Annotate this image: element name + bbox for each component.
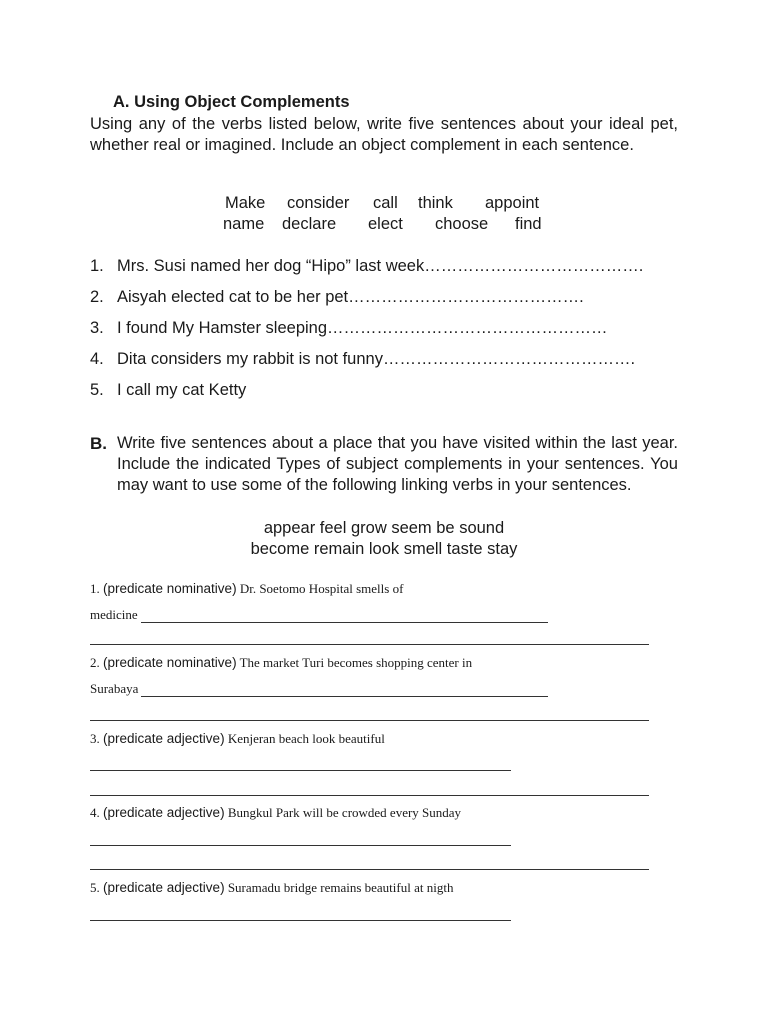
answer-line [90, 644, 649, 645]
verb-word: Make [225, 194, 266, 212]
verb-word: consider [287, 194, 350, 212]
complement-type: (predicate adjective) [103, 880, 225, 895]
item-number: 1. [90, 581, 100, 596]
section-a-title: A. Using Object Complements [113, 93, 350, 111]
item-text: I call my cat Ketty [117, 381, 247, 399]
section-a-item [90, 350, 635, 369]
verb-word: choose [435, 215, 489, 233]
verb-word: find [515, 215, 542, 233]
item-number: 2. [90, 288, 104, 306]
answer-line [90, 920, 511, 921]
item-text: I found My Hamster sleeping…………………………………………… [117, 319, 608, 337]
section-b-item [90, 805, 461, 821]
verb-word: name [223, 215, 265, 233]
complement-type: (predicate nominative) [103, 655, 237, 670]
item-text: Dr. Soetomo Hospital smells of [239, 581, 404, 596]
answer-line [90, 795, 649, 796]
section-a-item [90, 319, 608, 338]
linking-verbs-row-2: become remain look smell taste stay [250, 540, 518, 558]
verb-word: elect [368, 215, 403, 233]
section-b-item [90, 581, 403, 597]
answer-line [141, 696, 548, 697]
section-a-instructions: Using any of the verbs listed below, write five sentences about your ideal pet, whether real or imagined. Include an object complement in each sentence. [90, 115, 678, 154]
verb-word: think [418, 194, 453, 212]
answer-line [141, 622, 548, 623]
verb-word: appoint [485, 194, 540, 212]
item-number: 3. [90, 731, 100, 746]
item-continuation: Surabaya [90, 681, 139, 696]
answer-line [90, 770, 511, 771]
answer-line [90, 845, 511, 846]
item-number: 5. [90, 880, 100, 895]
complement-type: (predicate adjective) [103, 731, 225, 746]
complement-type: (predicate nominative) [103, 581, 237, 596]
item-text: Suramadu bridge remains beautiful at nigth [227, 880, 454, 895]
section-b-letter: B. [90, 434, 107, 453]
section-b-item [90, 880, 453, 896]
item-continuation: medicine [90, 607, 138, 622]
answer-line [90, 869, 649, 870]
item-text: Dita considers my rabbit is not funny………………………………………. [117, 350, 636, 368]
section-b-item [90, 655, 472, 671]
section-a-item [90, 288, 584, 307]
verb-word: call [373, 194, 398, 212]
section-a-item [90, 381, 246, 400]
item-text: Mrs. Susi named her dog “Hipo” last week…………………………………. [117, 257, 644, 275]
item-text: Kenjeran beach look beautiful [227, 731, 385, 746]
item-number: 5. [90, 381, 104, 399]
item-number: 4. [90, 805, 100, 820]
complement-type: (predicate adjective) [103, 805, 225, 820]
verb-word: declare [282, 215, 337, 233]
item-number: 1. [90, 257, 104, 275]
section-b-instructions: Write five sentences about a place that you have visited within the last year. Include the indicated Types of subject complements in your sentences. You may want to use some of the following linking verbs in your sentences. [117, 434, 678, 494]
item-number: 3. [90, 319, 104, 337]
item-text: Aisyah elected cat to be her pet……………………………………. [117, 288, 584, 306]
item-number: 4. [90, 350, 104, 368]
linking-verbs-row-1: appear feel grow seem be sound [263, 519, 505, 537]
item-text: The market Turi becomes shopping center in [239, 655, 473, 670]
item-number: 2. [90, 655, 100, 670]
item-text: Bungkul Park will be crowded every Sunday [227, 805, 462, 820]
section-b-item [90, 731, 385, 747]
answer-line [90, 720, 649, 721]
section-a-item [90, 257, 643, 276]
